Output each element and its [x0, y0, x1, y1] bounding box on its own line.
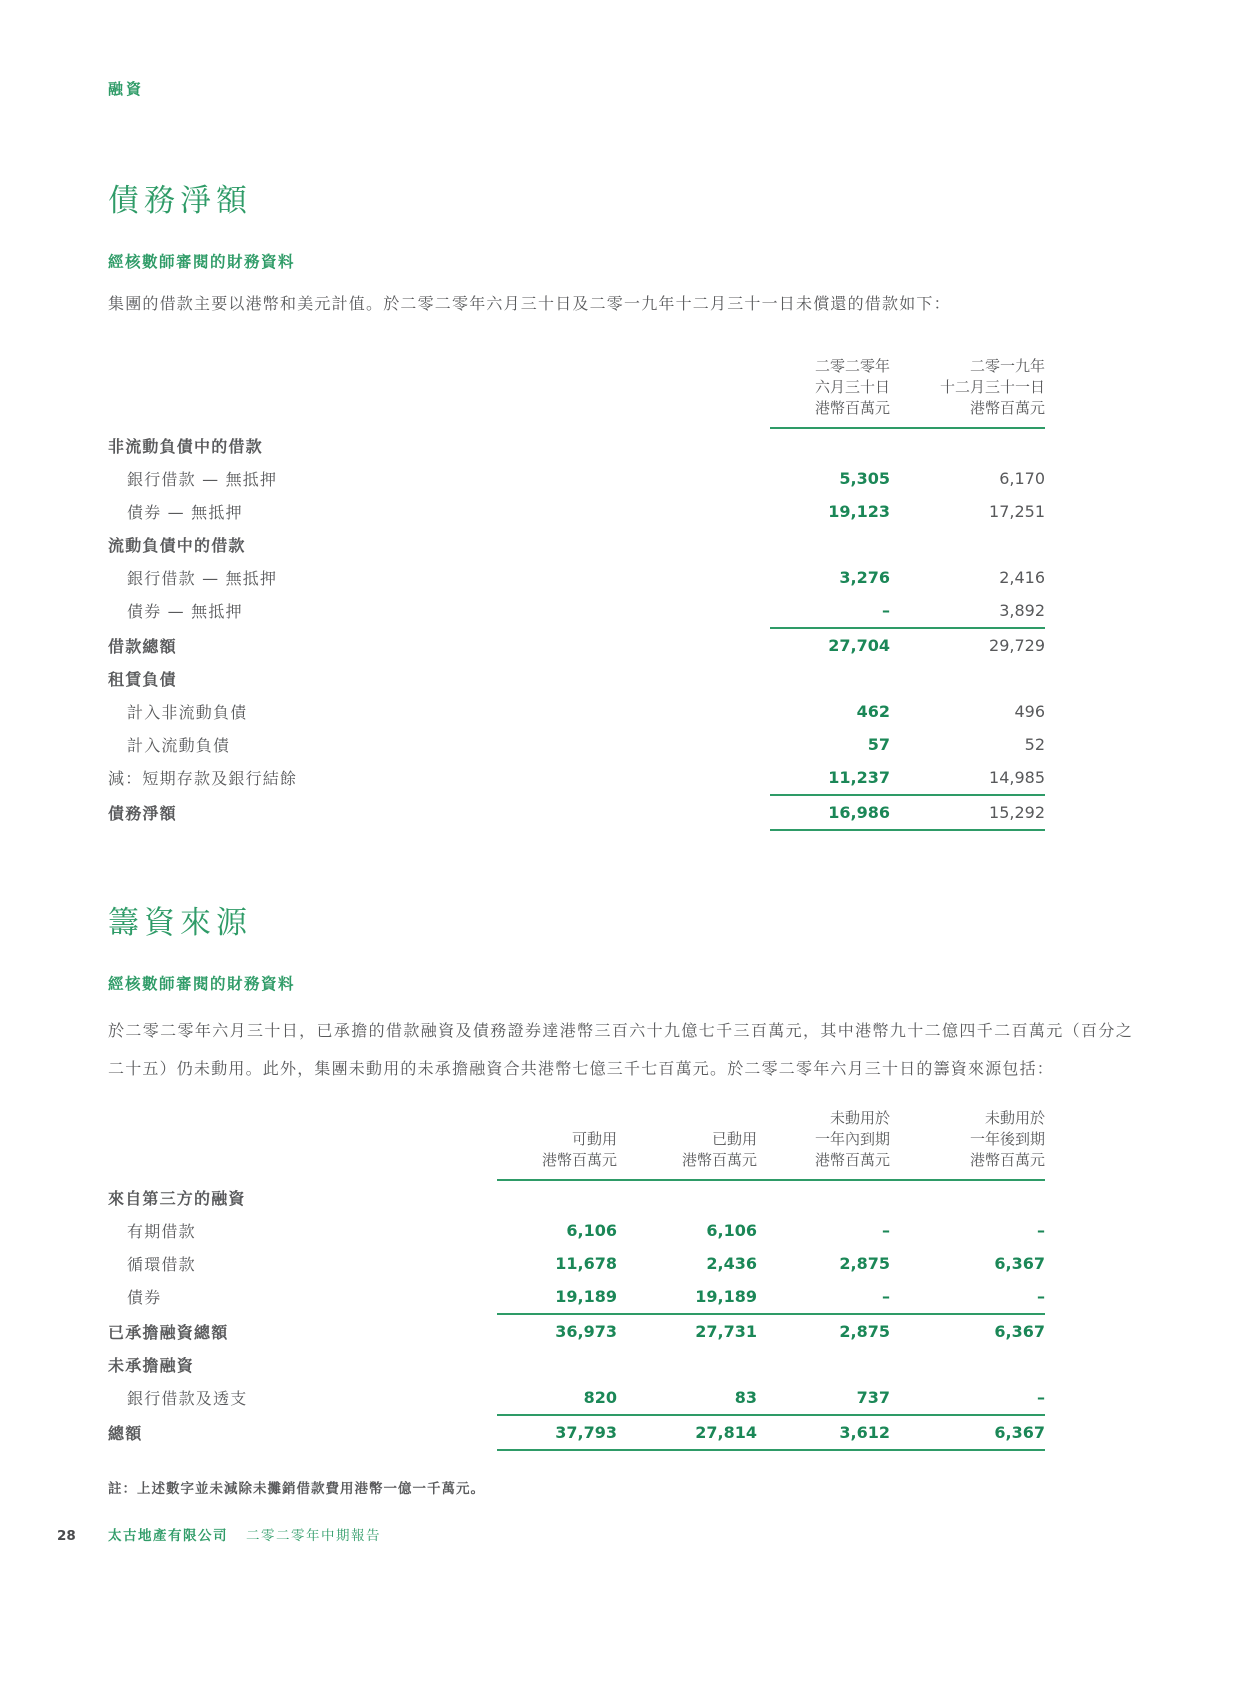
row-label: 計入流動負債: [127, 736, 231, 756]
row-label: 債券 — 無抵押: [127, 503, 243, 523]
row-label: 債券 — 無抵押: [127, 602, 243, 622]
cell-value: 16,986: [828, 803, 890, 823]
cell-value: –: [882, 1287, 890, 1307]
table-row: [108, 1416, 1045, 1449]
cell-value: 6,170: [999, 469, 1045, 489]
row-label: 減：短期存款及銀行結餘: [108, 769, 298, 789]
row-label: 銀行借款 — 無抵押: [127, 470, 278, 490]
report-title: 二零二零年中期報告: [246, 1528, 381, 1544]
cell-value: 14,985: [989, 768, 1045, 788]
cell-value: 19,123: [828, 502, 890, 522]
cell-value: 19,189: [555, 1287, 617, 1307]
table-row: [108, 1214, 1045, 1247]
cell-value: 3,892: [999, 601, 1045, 621]
table-row: [108, 1348, 1045, 1381]
column-header: 未動用於 一年後到期 港幣百萬元: [969, 1109, 1045, 1170]
footnote: 註：上述數字並未減除未攤銷借款費用港幣一億一千萬元。: [108, 1481, 485, 1498]
table-row: [108, 561, 1045, 594]
section-label: 融資: [108, 80, 145, 98]
cell-value: 15,292: [989, 803, 1045, 823]
cell-value: 3,612: [839, 1423, 890, 1443]
table-row: [108, 695, 1045, 728]
cell-value: 6,106: [706, 1221, 757, 1241]
cell-value: 11,237: [828, 768, 890, 788]
table-header-row: [108, 1108, 1045, 1179]
row-label: 非流動負債中的借款: [108, 437, 263, 457]
cell-value: 5,305: [839, 469, 890, 489]
row-label: 債務淨額: [108, 804, 177, 824]
cell-value: 737: [856, 1388, 890, 1408]
table-row: [108, 662, 1045, 695]
table-row: [108, 1315, 1045, 1348]
page-number: 28: [57, 1528, 76, 1544]
table-row: [108, 594, 1045, 627]
table-row: [108, 528, 1045, 561]
table-row: [108, 462, 1045, 495]
row-label: 銀行借款及透支: [127, 1389, 248, 1409]
table-row: [108, 429, 1045, 462]
company-name: 太古地產有限公司: [108, 1528, 228, 1544]
cell-value: 29,729: [989, 636, 1045, 656]
cell-value: 11,678: [555, 1254, 617, 1274]
cell-value: 6,106: [566, 1221, 617, 1241]
table-row: [108, 728, 1045, 761]
cell-value: 6,367: [994, 1322, 1045, 1342]
row-label: 來自第三方的融資: [108, 1189, 246, 1209]
cell-value: 36,973: [555, 1322, 617, 1342]
funding-intro: 於二零二零年六月三十日，已承擔的借款融資及債務證券達港幣三百六十九億七千三百萬元，其中港幣九十二億四千二百萬元（百分之二十五）仍未動用。此外，集團未動用的未承擔融資合共港幣七億三千七百萬元。於二零二零年六月三十日的籌資來源包括：: [108, 1021, 1133, 1079]
table-row: [108, 1181, 1045, 1214]
column-header: 二零二零年 六月三十日 港幣百萬元: [814, 357, 890, 418]
cell-value: 57: [867, 735, 890, 755]
cell-value: 3,276: [839, 568, 890, 588]
cell-value: 462: [856, 702, 890, 722]
net-debt-intro: 集團的借款主要以港幣和美元計值。於二零二零年六月三十日及二零一九年十二月三十一日未償還的借款如下：: [108, 294, 951, 314]
row-label: 未承擔融資: [108, 1356, 195, 1376]
column-header: 未動用於 一年內到期 港幣百萬元: [814, 1109, 890, 1170]
row-label: 已承擔融資總額: [108, 1323, 229, 1343]
column-header: 二零一九年 十二月三十一日 港幣百萬元: [939, 357, 1045, 418]
row-label: 有期借款: [127, 1222, 196, 1242]
cell-value: 820: [583, 1388, 617, 1408]
funding-table: [108, 1108, 1045, 1451]
cell-value: 2,416: [999, 568, 1045, 588]
cell-value: 2,875: [839, 1254, 890, 1274]
cell-value: 2,436: [706, 1254, 757, 1274]
cell-value: 6,367: [994, 1423, 1045, 1443]
row-label: 銀行借款 — 無抵押: [127, 569, 278, 589]
cell-value: –: [1037, 1221, 1045, 1241]
funding-subtitle: 經核數師審閱的財務資料: [108, 975, 296, 994]
cell-value: 37,793: [555, 1423, 617, 1443]
cell-value: 2,875: [839, 1322, 890, 1342]
cell-value: –: [1037, 1287, 1045, 1307]
row-label: 總額: [108, 1424, 143, 1444]
cell-value: 27,731: [695, 1322, 757, 1342]
row-label: 借款總額: [108, 637, 177, 657]
table-row: [108, 761, 1045, 794]
cell-value: 27,814: [695, 1423, 757, 1443]
cell-value: –: [1037, 1388, 1045, 1408]
row-label: 流動負債中的借款: [108, 536, 246, 556]
cell-value: 83: [734, 1388, 757, 1408]
cell-value: 27,704: [828, 636, 890, 656]
column-header: 已動用 港幣百萬元: [681, 1130, 757, 1170]
table-row: [108, 629, 1045, 662]
row-label: 計入非流動負債: [127, 703, 248, 723]
row-label: 租賃負債: [108, 670, 177, 690]
cell-value: –: [882, 1221, 890, 1241]
table-row: [108, 796, 1045, 829]
net-debt-title: 債務淨額: [108, 183, 252, 219]
table-row: [108, 1247, 1045, 1280]
column-header: 可動用 港幣百萬元: [541, 1130, 617, 1170]
table-rule: [497, 1449, 1045, 1451]
row-label: 債券: [127, 1288, 162, 1308]
row-label: 循環借款: [127, 1255, 196, 1275]
page-footer: [0, 1524, 1241, 1544]
cell-value: 6,367: [994, 1254, 1045, 1274]
cell-value: 496: [1014, 702, 1045, 722]
table-row: [108, 1280, 1045, 1313]
net-debt-table: [108, 356, 1045, 831]
table-rule: [770, 829, 1045, 831]
cell-value: 19,189: [695, 1287, 757, 1307]
cell-value: –: [882, 601, 890, 621]
table-row: [108, 495, 1045, 528]
cell-value: 17,251: [989, 502, 1045, 522]
funding-title: 籌資來源: [108, 905, 252, 942]
table-header-row: [108, 356, 1045, 427]
net-debt-subtitle: 經核數師審閱的財務資料: [108, 253, 296, 272]
table-row: [108, 1381, 1045, 1414]
cell-value: 52: [1024, 735, 1045, 755]
